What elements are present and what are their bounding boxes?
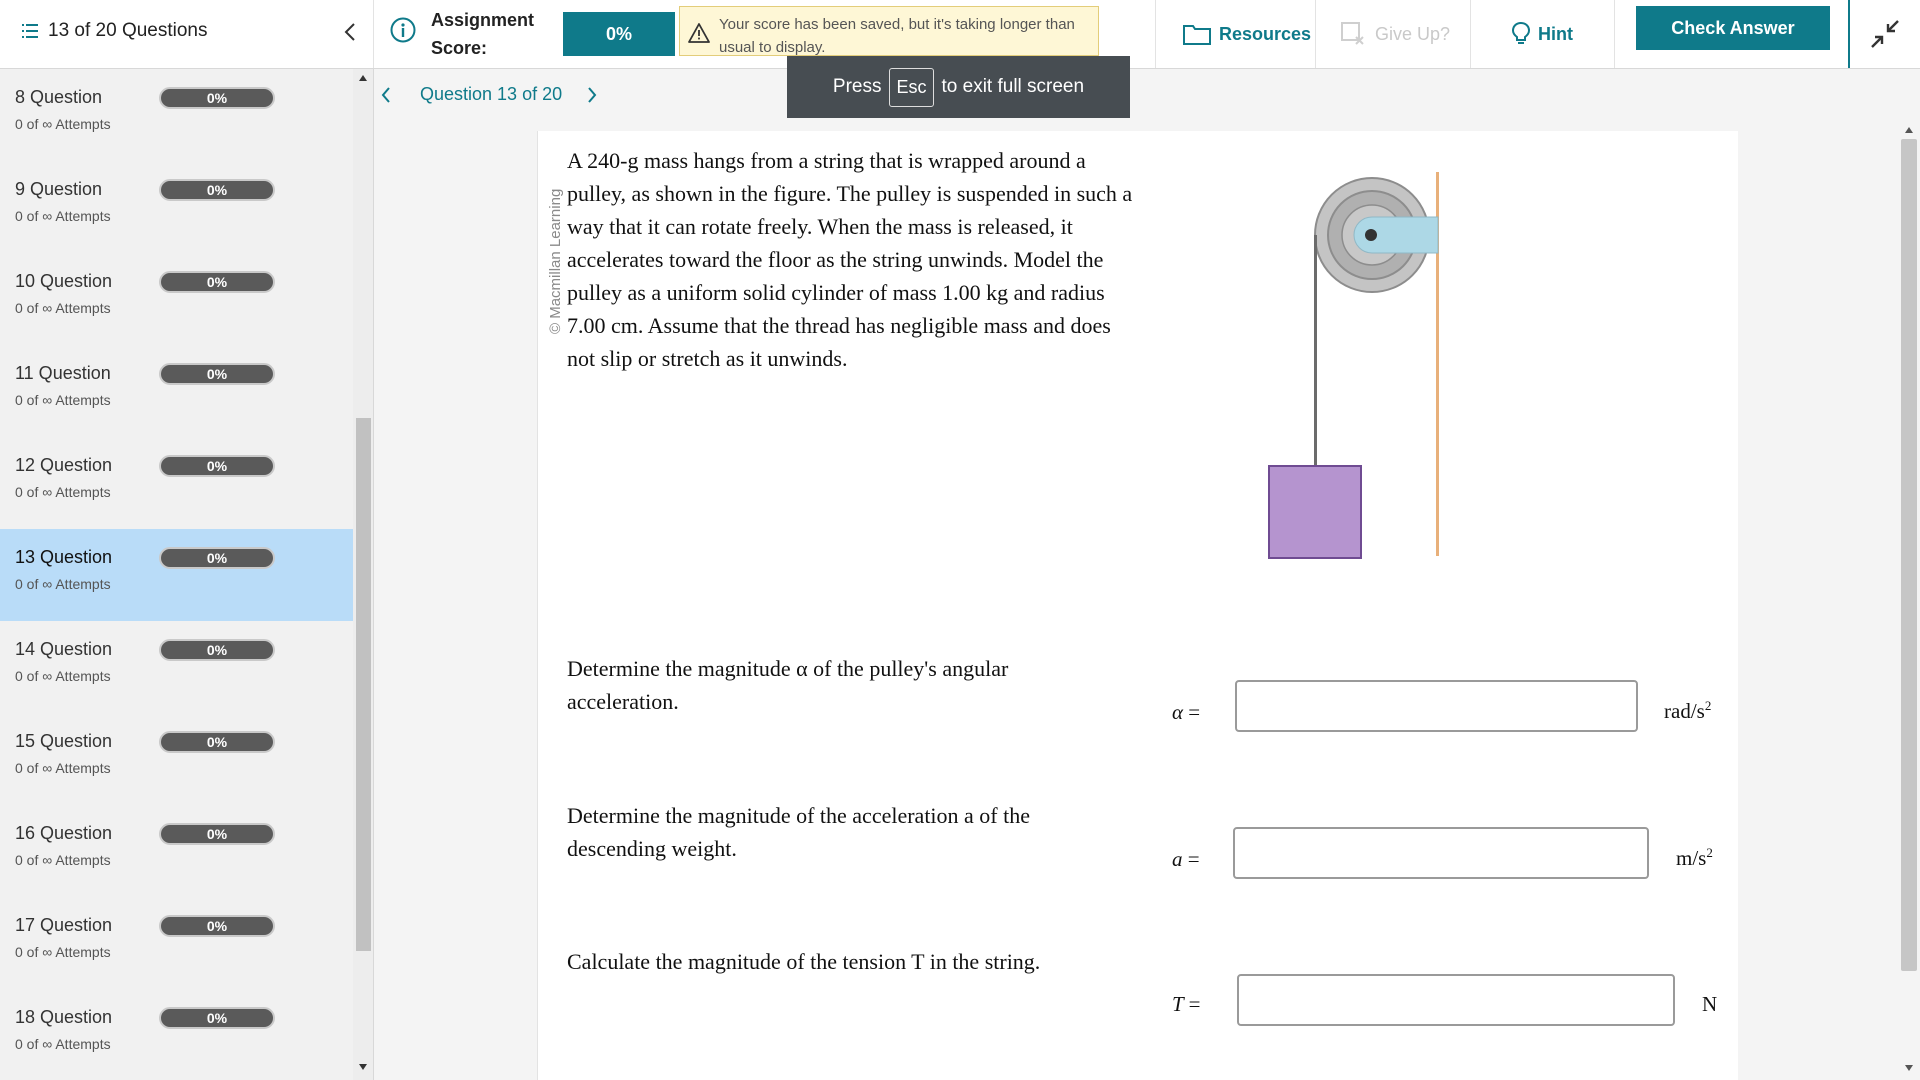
hanging-mass: [1269, 466, 1361, 558]
question-nav-label: Question 13 of 20: [420, 84, 563, 104]
divider: [1614, 0, 1615, 68]
esc-key-label: Esc: [889, 68, 933, 107]
score-badge: 0%: [159, 87, 275, 109]
unit-label: N: [1702, 992, 1718, 1016]
sidebar-item-question-16[interactable]: 16 Question 0% 0 of ∞ Attempts: [0, 805, 353, 897]
scroll-down-arrow-icon[interactable]: [358, 1063, 368, 1071]
check-answer-button[interactable]: Check Answer: [1636, 6, 1830, 50]
previous-question-button[interactable]: [380, 86, 392, 104]
score-badge: 0%: [159, 823, 275, 845]
give-up-button[interactable]: Give Up?: [1341, 0, 1450, 68]
question-sidebar: [0, 69, 374, 1080]
resources-button[interactable]: Resources: [1183, 0, 1311, 68]
score-badge: 0%: [159, 363, 275, 385]
list-icon: [22, 24, 38, 38]
sidebar-item-question-11[interactable]: 11 Question 0% 0 of ∞ Attempts: [0, 345, 353, 437]
score-badge: 0%: [159, 547, 275, 569]
main-scrollbar-thumb[interactable]: [1901, 139, 1917, 971]
part-prompt: Determine the magnitude of the acceleration a of the descending weight.: [567, 803, 1031, 861]
scroll-down-arrow-icon[interactable]: [1904, 1064, 1914, 1072]
sidebar-item-question-15[interactable]: 15 Question 0% 0 of ∞ Attempts: [0, 713, 353, 805]
collapse-icon: [1870, 19, 1900, 49]
question-navigation: [380, 84, 598, 105]
scroll-up-arrow-icon[interactable]: [1904, 126, 1914, 134]
angular-acceleration-input[interactable]: [1235, 680, 1638, 732]
fullscreen-notice: Press Esc to exit full screen: [787, 56, 1130, 118]
sidebar-scrollbar-thumb[interactable]: [356, 418, 371, 951]
pulley-figure: [1255, 165, 1455, 565]
problem-statement: A 240-g mass hangs from a string that is wrapped around a pulley, as shown in the figure. The pulley is suspended in such a way that it can rotate freely. When the mass is released, it accelerates toward the floor as the string unwinds. Model the pulley as a uniform solid cylinder of mass 1.00 kg and radius 7.00 cm. Assume that the thread has negligible mass and does not slip or stretch as it unwinds.: [567, 148, 1133, 371]
chevron-right-icon: [586, 86, 598, 104]
assignment-score-value: 0%: [563, 12, 675, 56]
sidebar-item-question-10[interactable]: 10 Question 0% 0 of ∞ Attempts: [0, 253, 353, 345]
sidebar-item-question-12[interactable]: 12 Question 0% 0 of ∞ Attempts: [0, 437, 353, 529]
sidebar-item-question-17[interactable]: 17 Question 0% 0 of ∞ Attempts: [0, 897, 353, 989]
axle: [1365, 229, 1377, 241]
divider: [373, 0, 374, 68]
part-prompt: Calculate the magnitude of the tension T in the string.: [567, 949, 1041, 974]
chevron-left-icon: [344, 23, 356, 41]
score-warning: [679, 6, 1099, 56]
part-prompt: Determine the magnitude α of the pulley's angular acceleration.: [567, 656, 1009, 714]
hint-button[interactable]: Hint: [1512, 0, 1573, 68]
answer-label: α =: [1172, 700, 1201, 724]
sidebar-item-question-18[interactable]: 18 Question 0% 0 of ∞ Attempts: [0, 989, 353, 1080]
warning-icon: [688, 23, 710, 43]
give-up-icon: [1341, 22, 1367, 46]
scroll-up-arrow-icon[interactable]: [358, 74, 368, 82]
sidebar-item-question-13[interactable]: 13 Question 0% 0 of ∞ Attempts: [0, 529, 353, 621]
svg-text:© Macmillan Learning: © Macmillan Learning: [547, 188, 564, 334]
score-badge: 0%: [159, 1007, 275, 1029]
string: [1314, 235, 1317, 467]
copyright-label: [545, 158, 565, 334]
question-list-toggle[interactable]: [22, 20, 208, 42]
collapse-sidebar-button[interactable]: [336, 18, 364, 46]
score-badge: 0%: [159, 179, 275, 201]
lightbulb-icon: [1512, 22, 1530, 46]
info-icon[interactable]: [390, 17, 416, 43]
score-badge: 0%: [159, 271, 275, 293]
answer-label: a =: [1172, 847, 1200, 871]
chevron-left-icon: [380, 86, 392, 104]
score-badge: 0%: [159, 915, 275, 937]
score-badge: 0%: [159, 639, 275, 661]
folder-icon: [1183, 23, 1211, 45]
sidebar-item-question-14[interactable]: 14 Question 0% 0 of ∞ Attempts: [0, 621, 353, 713]
unit-label: rad/$s^2$: [1664, 698, 1712, 723]
assignment-score-label: Assignment Score:: [431, 10, 535, 58]
exit-fullscreen-button[interactable]: [1848, 0, 1920, 68]
divider: [1315, 0, 1316, 68]
warning-text: Your score has been saved, but it's taking longer than usual to display.: [719, 16, 1075, 56]
sidebar-item-question-8[interactable]: 8 Question 0% 0 of ∞ Attempts: [0, 69, 353, 161]
divider: [1155, 0, 1156, 68]
score-badge: 0%: [159, 455, 275, 477]
score-badge: 0%: [159, 731, 275, 753]
question-count: 13 of 20 Questions: [48, 20, 208, 41]
divider: [1470, 0, 1471, 68]
tension-input[interactable]: [1237, 974, 1675, 1026]
linear-acceleration-input[interactable]: [1233, 827, 1649, 879]
answer-label: T =: [1172, 992, 1201, 1016]
unit-label: $m/s^2$: [1676, 845, 1713, 870]
sidebar-item-question-9[interactable]: 9 Question 0% 0 of ∞ Attempts: [0, 161, 353, 253]
next-question-button[interactable]: [586, 86, 598, 104]
